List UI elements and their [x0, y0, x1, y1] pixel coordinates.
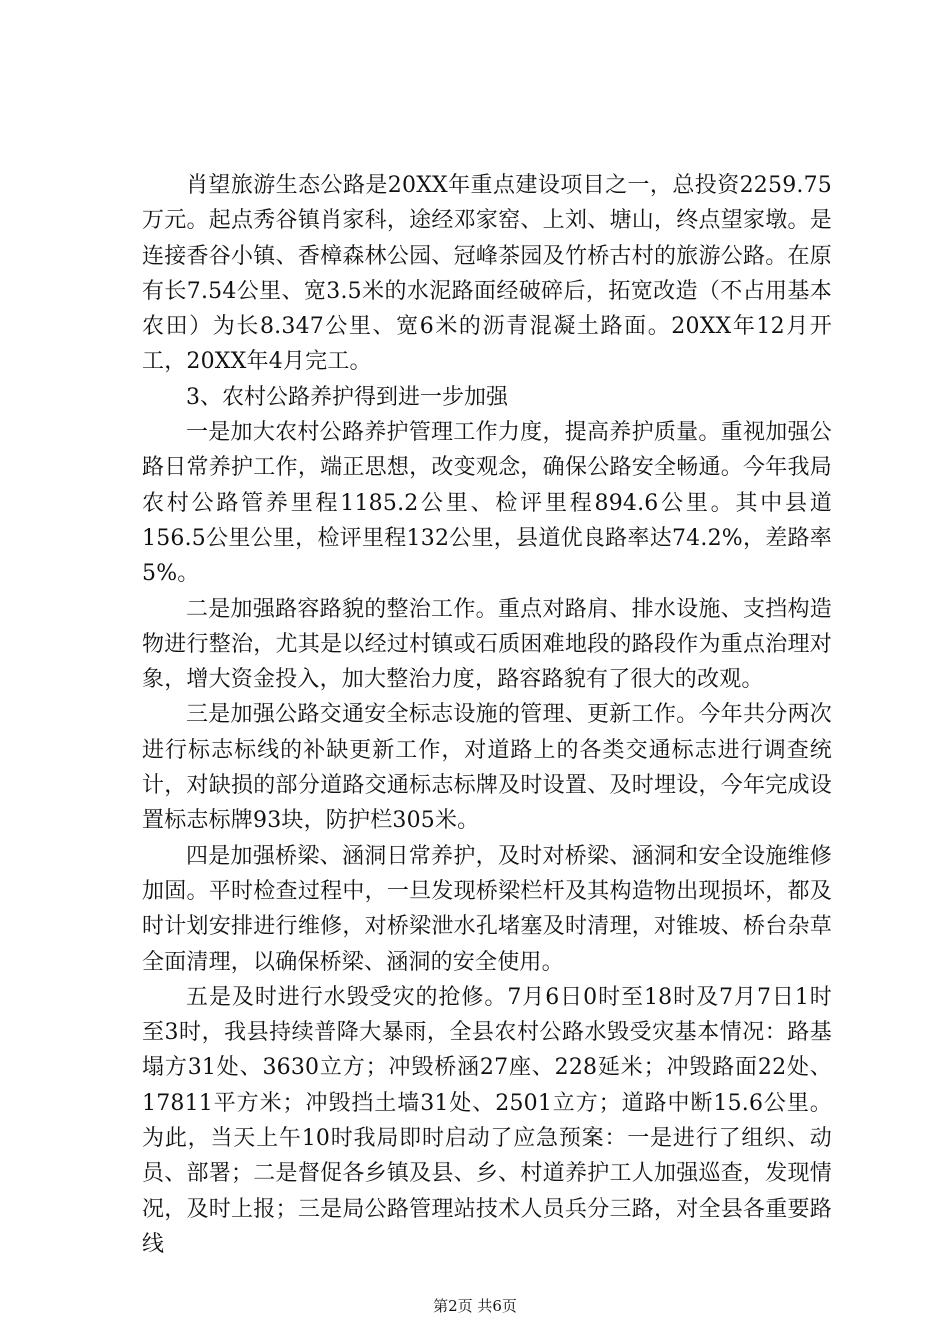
paragraph-road-appearance: 二是加强路容路貌的整治工作。重点对路肩、排水设施、支挡构造物进行整治，尤其是以经过村镇或石质困难地段的路段作为重点治理对象，增大资金投入，加大整治力度，路容路貌有了很大的改观。: [142, 596, 832, 693]
paragraph-maintenance-management: 一是加大农村公路养护管理工作力度，提高养护质量。重视加强公路日常养护工作，端正思想，改变观念，确保公路安全畅通。今年我局农村公路管养里程1185.2公里、检评里程894.6公里。其中县道156.5公里公里，检评里程132公里，县道优良路率达74.2%，差路率5%。: [142, 420, 832, 587]
paragraph-flood-repair: 五是及时进行水毁受灾的抢修。7月6日0时至18时及7月7日1时至3时，我县持续普降大暴雨，全县农村公路水毁受灾基本情况：路基塌方31处、3630立方；冲毁桥涵27座、228延米；冲毁路面22处、17811平方米；冲毁挡土墙31处、2501立方；道路中断15.6公里。为此，当天上午10时我局即时启动了应急预案：一是进行了组织、动员、部署；二是督促各乡镇及县、乡、村道养护工人加强巡查，发现情况，及时上报；三是局公路管理站技术人员兵分三路，对全县各重要路线: [142, 984, 832, 1257]
page-total: 共6页: [477, 1297, 517, 1315]
paragraph-traffic-signs: 三是加强公路交通安全标志设施的管理、更新工作。今年共分两次进行标志标线的补缺更新工作，对道路上的各类交通标志进行调查统计，对缺损的部分道路交通标志标牌及时设置、及时埋设，今年完成设置标志标牌93块，防护栏305米。: [142, 702, 832, 834]
document-body: [142, 168, 832, 1262]
page-number: 第2页: [433, 1297, 473, 1315]
paragraph-bridge-culvert: 四是加强桥梁、涵洞日常养护，及时对桥梁、涵洞和安全设施维修加固。平时检查过程中，一旦发现桥梁栏杆及其构造物出现损坏，都及时计划安排进行维修，对桥梁泄水孔堵塞及时清理，对锥坡、桥台杂草全面清理，以确保桥梁、涵洞的安全使用。: [142, 843, 832, 975]
page-footer: [0, 1296, 950, 1316]
section-heading-road-maintenance: 3、农村公路养护得到进一步加强: [186, 384, 508, 410]
paragraph-tourism-road: 肖望旅游生态公路是20XX年重点建设项目之一，总投资2259.75万元。起点秀谷镇肖家科，途经邓家窑、上刘、塘山，终点望家墩。是连接香谷小镇、香樟森林公园、冠峰茶园及竹桥古村的旅游公路。在原有长7.54公里、宽3.5米的水泥路面经破碎后，拓宽改造（不占用基本农田）为长8.347公里、宽6米的沥青混凝土路面。20XX年12月开工，20XX年4月完工。: [142, 173, 832, 375]
